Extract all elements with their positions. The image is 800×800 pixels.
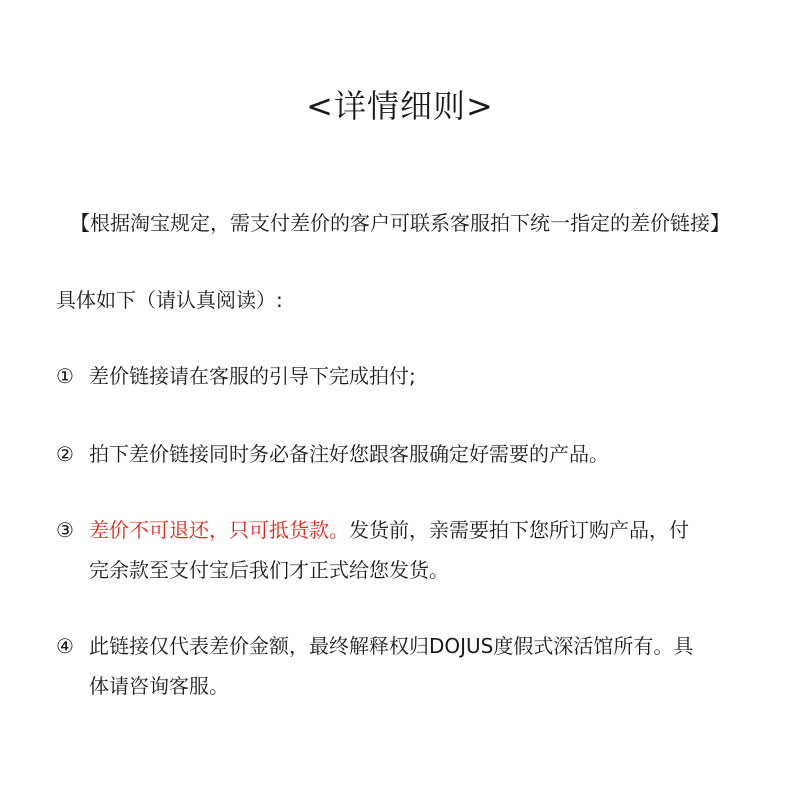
rule-item-4 — [56, 626, 756, 706]
rule-text: 发货前，亲需要拍下您所订购产品，付 — [349, 518, 689, 542]
rule-item-1 — [56, 356, 756, 396]
rule-text: 差价链接请在客服的引导下完成拍付; — [89, 364, 416, 388]
rule-text-line-2: 体请咨询客服。 — [89, 674, 229, 698]
rule-number: ② — [56, 442, 74, 466]
rule-text: 拍下差价链接同时务必备注好您跟客服确定好需要的产品。 — [89, 442, 609, 466]
rule-text-line-1: 此链接仅代表差价金额，最终解释权归DOJUS度假式深活馆所有。具 — [89, 634, 694, 658]
rule-number: ③ — [56, 518, 74, 542]
rule-item-2 — [56, 434, 756, 474]
rule-highlight-text: 差价不可退还，只可抵货款。 — [89, 518, 349, 542]
rule-number: ④ — [56, 634, 74, 658]
notice-text: 【根据淘宝规定，需支付差价的客户可联系客服拍下统一指定的差价链接】 — [70, 211, 730, 235]
rule-text-line-1 — [89, 510, 756, 550]
intro-text: 具体如下（请认真阅读）: — [56, 288, 283, 312]
page-title: <详情细则> — [306, 87, 494, 125]
rule-item-3 — [56, 510, 756, 590]
rule-text-line-2: 完余款至支付宝后我们才正式给您发货。 — [89, 558, 449, 582]
rule-number: ① — [56, 364, 74, 388]
